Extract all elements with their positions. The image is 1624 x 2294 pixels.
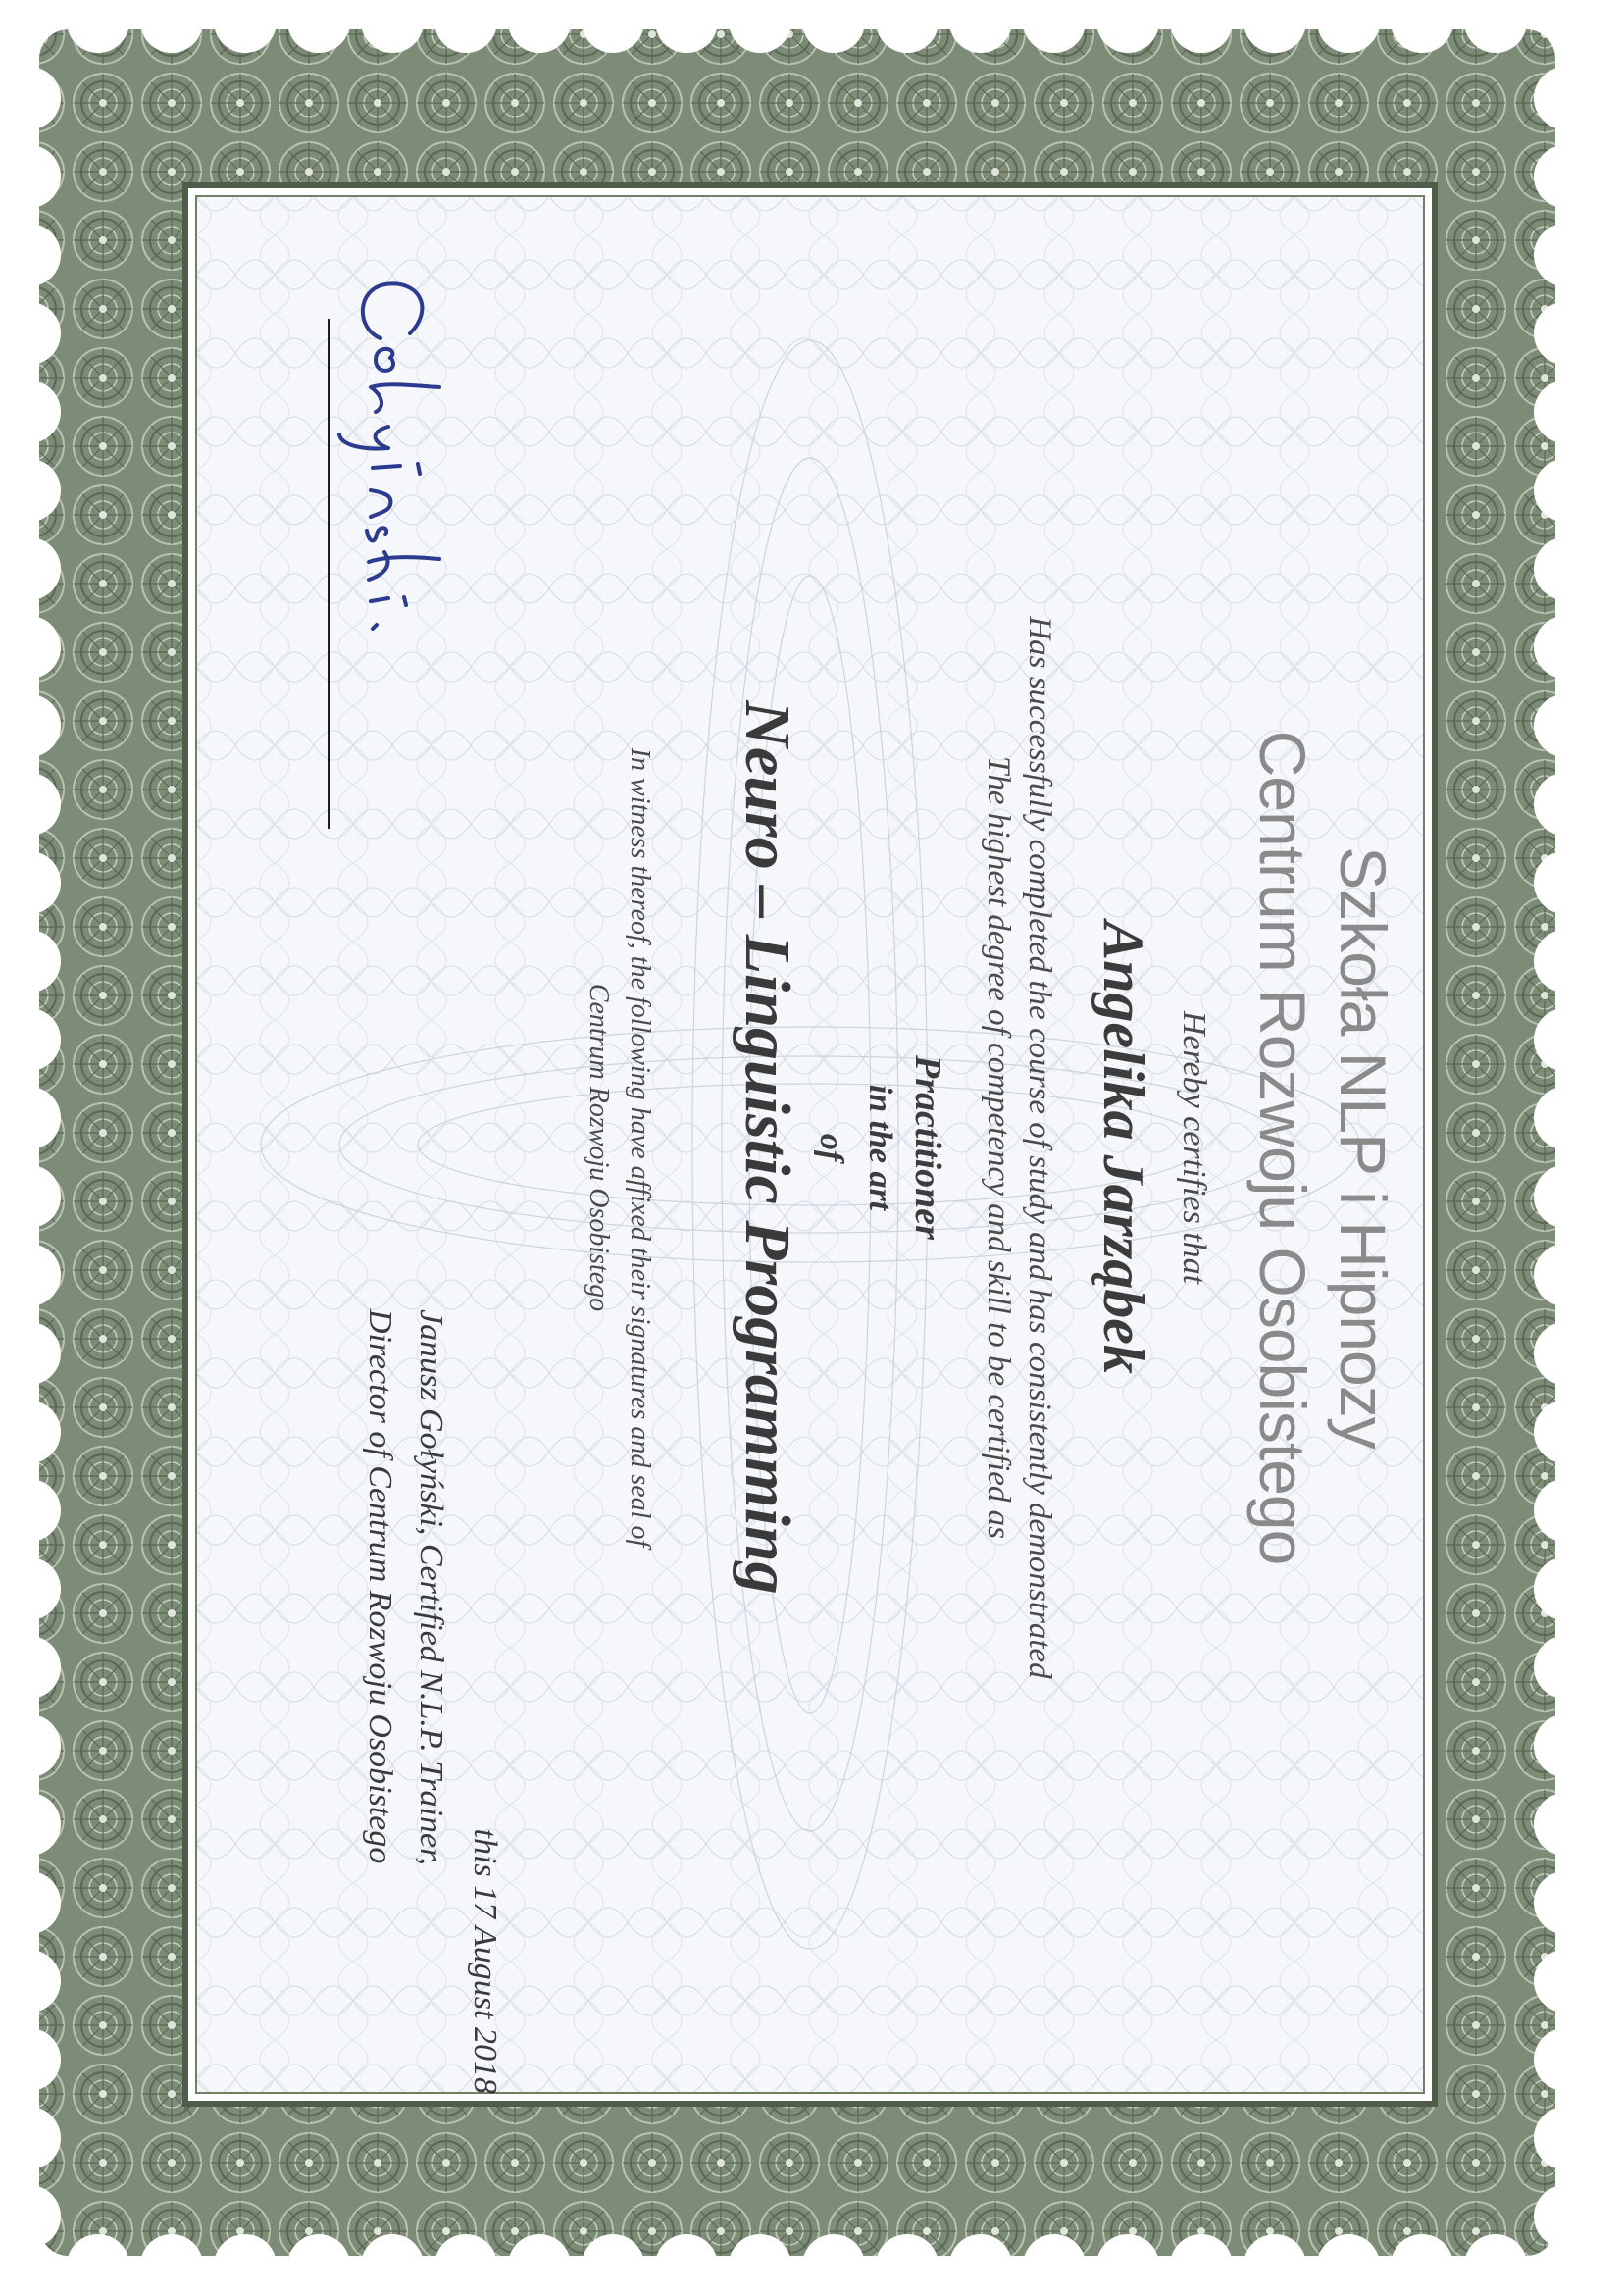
- signer-line-2: Director of Centrum Rozwoju Osobistego: [362, 1309, 398, 1864]
- school-title: Szkoła NLP i Hipnozy: [1327, 846, 1399, 1449]
- signer-line-1: Janusz Gołyński, Certified N.L.P. Trainer,: [413, 1309, 449, 1866]
- of-text: of: [813, 1133, 849, 1162]
- certificate-content: [155, 123, 1469, 2172]
- rank-title: Practitioner: [907, 1055, 948, 1240]
- school-subtitle: Centrum Rozwoju Osobistego: [1246, 730, 1319, 1565]
- witness-line-2: Centrum Rozwoju Osobistego: [584, 983, 614, 1312]
- certificate-date: this 17 August 2018: [467, 1828, 503, 2094]
- discipline-title: Neuro – Linguistic Programming: [732, 700, 803, 1595]
- witness-line-1: In witness thereof, the following have affixed their signatures and seal of: [625, 747, 655, 1548]
- signature-line: [328, 319, 330, 829]
- body-line-2: The highest degree of competency and skill to be certified as: [981, 756, 1016, 1539]
- certifies-text: Hereby certifies that: [1176, 1010, 1212, 1285]
- body-line-1: Has successfully completed the course of study and has consistently demonstrated: [1022, 616, 1057, 1679]
- recipient-name: Angelika Jarząbek: [1091, 921, 1156, 1374]
- in-the-art-text: in the art: [862, 1084, 898, 1211]
- handwritten-signature: [331, 240, 479, 790]
